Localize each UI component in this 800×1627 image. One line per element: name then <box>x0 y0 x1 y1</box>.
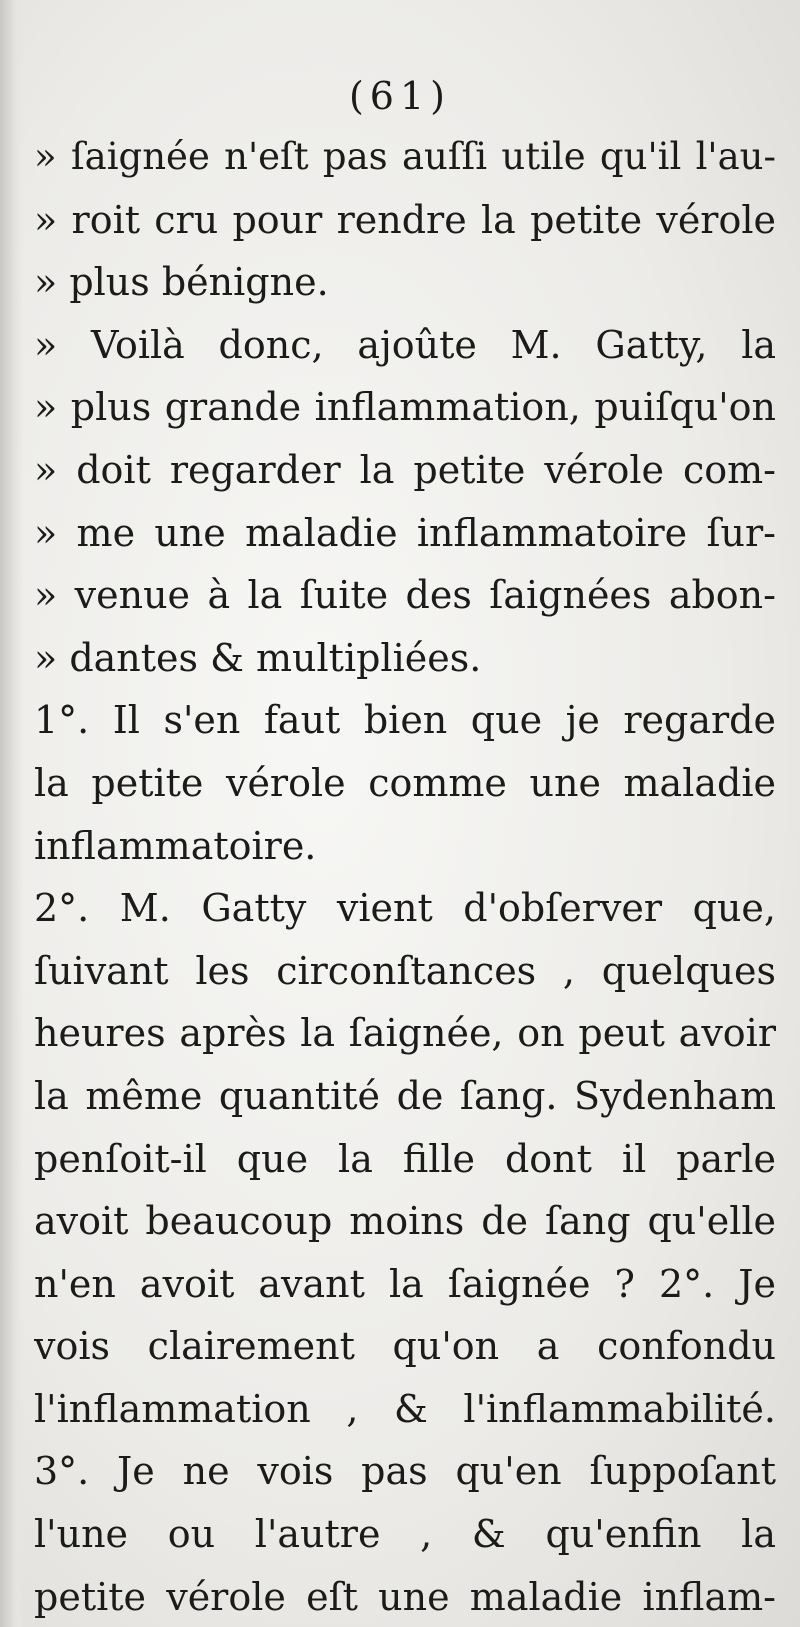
text-line: ſuivant les circonſtances , quelques <box>34 948 776 993</box>
text-line: » dantes & multipliées. <box>34 635 482 680</box>
text-line: » plus bénigne. <box>34 260 329 305</box>
body-text <box>34 126 776 1627</box>
text-line: n'en avoit avant la ſaignée ? 2°. Je <box>34 1261 776 1306</box>
text-line: 3°. Je ne vois pas qu'en ſuppoſant <box>34 1449 776 1494</box>
text-line: heures après la ſaignée, on peut avoir <box>34 1011 776 1056</box>
text-line: » venue à la ſuite des ſaignées abon- <box>34 573 776 618</box>
text-line: petite vérole eſt une maladie inflam- <box>34 1574 776 1619</box>
text-line: l'une ou l'autre , & qu'enfin la <box>34 1512 776 1557</box>
text-line: » me une maladie inflammatoire ſur- <box>34 510 776 555</box>
text-line: avoit beaucoup moins de ſang qu'elle <box>34 1199 776 1244</box>
text-line: 1°. Il s'en faut bien que je regarde <box>34 698 776 743</box>
text-line: vois clairement qu'on a confondu <box>34 1324 776 1369</box>
text-line: » roit cru pour rendre la petite vérole <box>34 197 776 242</box>
text-line: l'inflammation , & l'inflammabilité. <box>34 1386 776 1431</box>
text-line: inflammatoire. <box>34 823 317 868</box>
text-line: penſoit-il que la fille dont il parle <box>34 1136 776 1181</box>
text-line: 2°. M. Gatty vient d'obſerver que, <box>34 886 776 931</box>
text-line: » Voilà donc, ajoûte M. Gatty, la <box>34 322 776 367</box>
text-line: » ſaignée n'eſt pas auſſi utile qu'il l'au- <box>34 135 776 178</box>
page-number: (61) <box>348 74 451 118</box>
text-line: » doit regarder la petite vérole com- <box>34 447 776 492</box>
text-line: » plus grande inflammation, puiſqu'on <box>34 385 776 430</box>
page-gutter-shadow <box>0 0 24 1627</box>
text-line: la même quantité de ſang. Sydenham <box>34 1073 776 1118</box>
text-line: la petite vérole comme une maladie <box>34 760 776 805</box>
